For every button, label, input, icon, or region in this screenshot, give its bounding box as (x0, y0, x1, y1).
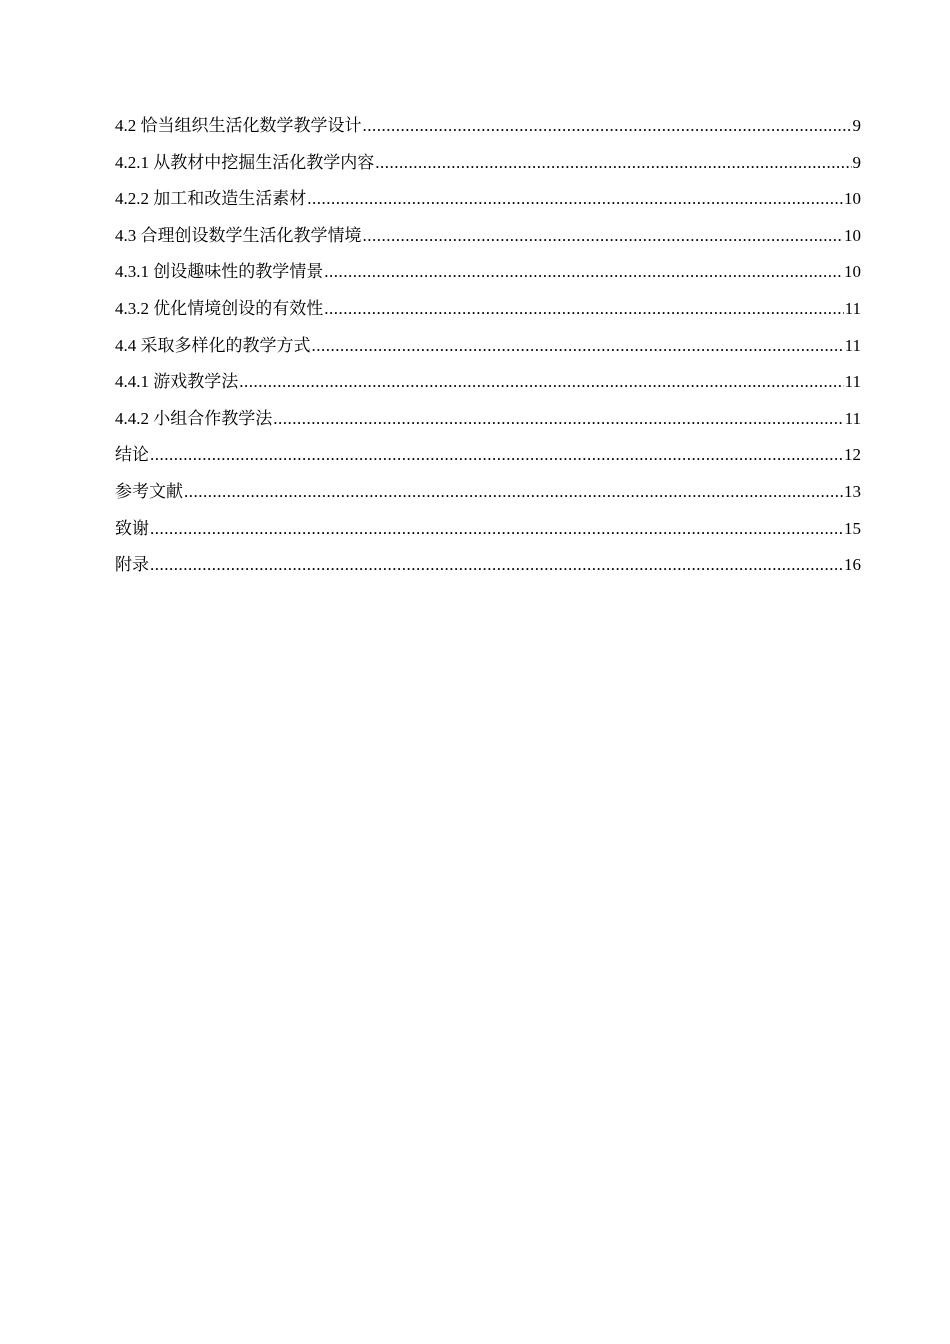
toc-dot-leader (363, 226, 844, 246)
toc-entry[interactable] (115, 336, 861, 373)
toc-entry-page: 11 (844, 335, 861, 355)
toc-entry-page: 9 (852, 152, 861, 172)
toc-dot-leader (273, 409, 843, 429)
toc-entry[interactable] (115, 372, 861, 409)
toc-entry-title: 参考文献 (115, 481, 183, 501)
toc-entry-page: 13 (844, 481, 861, 501)
toc-entry-page: 11 (844, 372, 861, 392)
toc-dot-leader (363, 116, 852, 136)
toc-entry-title: 4.3.1 创设趣味性的教学情景 (115, 262, 324, 282)
toc-entry-title: 附录 (115, 555, 149, 575)
toc-dot-leader (150, 519, 843, 539)
toc-entry[interactable] (115, 226, 861, 263)
toc-entry-title: 4.3.2 优化情境创设的有效性 (115, 298, 324, 318)
toc-entry-page: 10 (844, 225, 861, 245)
toc-entry-page: 10 (844, 189, 861, 209)
toc-entry-title: 4.4 采取多样化的教学方式 (115, 335, 311, 355)
toc-entry[interactable] (115, 519, 861, 556)
toc-entry-page: 11 (844, 298, 861, 318)
toc-dot-leader (312, 336, 844, 356)
toc-dot-leader (150, 555, 843, 575)
table-of-contents (115, 116, 861, 592)
toc-entry-page: 11 (844, 408, 861, 428)
toc-entry-page: 12 (844, 445, 861, 465)
toc-entry[interactable] (115, 482, 861, 519)
toc-dot-leader (239, 372, 843, 392)
toc-entry[interactable] (115, 555, 861, 592)
toc-entry[interactable] (115, 189, 861, 226)
toc-entry[interactable] (115, 299, 861, 336)
toc-entry[interactable] (115, 409, 861, 446)
toc-entry[interactable] (115, 116, 861, 153)
toc-entry-page: 15 (844, 518, 861, 538)
toc-entry[interactable] (115, 445, 861, 482)
toc-dot-leader (324, 299, 843, 319)
toc-entry-title: 4.2.1 从教材中挖掘生活化教学内容 (115, 152, 375, 172)
toc-dot-leader (324, 262, 843, 282)
toc-entry-page: 9 (852, 116, 861, 135)
toc-dot-leader (150, 445, 843, 465)
toc-dot-leader (307, 189, 843, 209)
toc-entry-title: 4.4.1 游戏教学法 (115, 372, 239, 392)
toc-entry-title: 4.3 合理创设数学生活化教学情境 (115, 225, 362, 245)
toc-entry[interactable] (115, 153, 861, 190)
toc-entry[interactable] (115, 262, 861, 299)
toc-entry-title: 结论 (115, 445, 149, 465)
toc-dot-leader (375, 153, 851, 173)
toc-entry-title: 4.2 恰当组织生活化数学教学设计 (115, 116, 362, 135)
toc-entry-page: 10 (844, 262, 861, 282)
toc-entry-title: 4.4.2 小组合作教学法 (115, 408, 273, 428)
toc-entry-page: 16 (844, 555, 861, 575)
toc-dot-leader (184, 482, 843, 502)
toc-entry-title: 致谢 (115, 518, 149, 538)
toc-entry-title: 4.2.2 加工和改造生活素材 (115, 189, 307, 209)
